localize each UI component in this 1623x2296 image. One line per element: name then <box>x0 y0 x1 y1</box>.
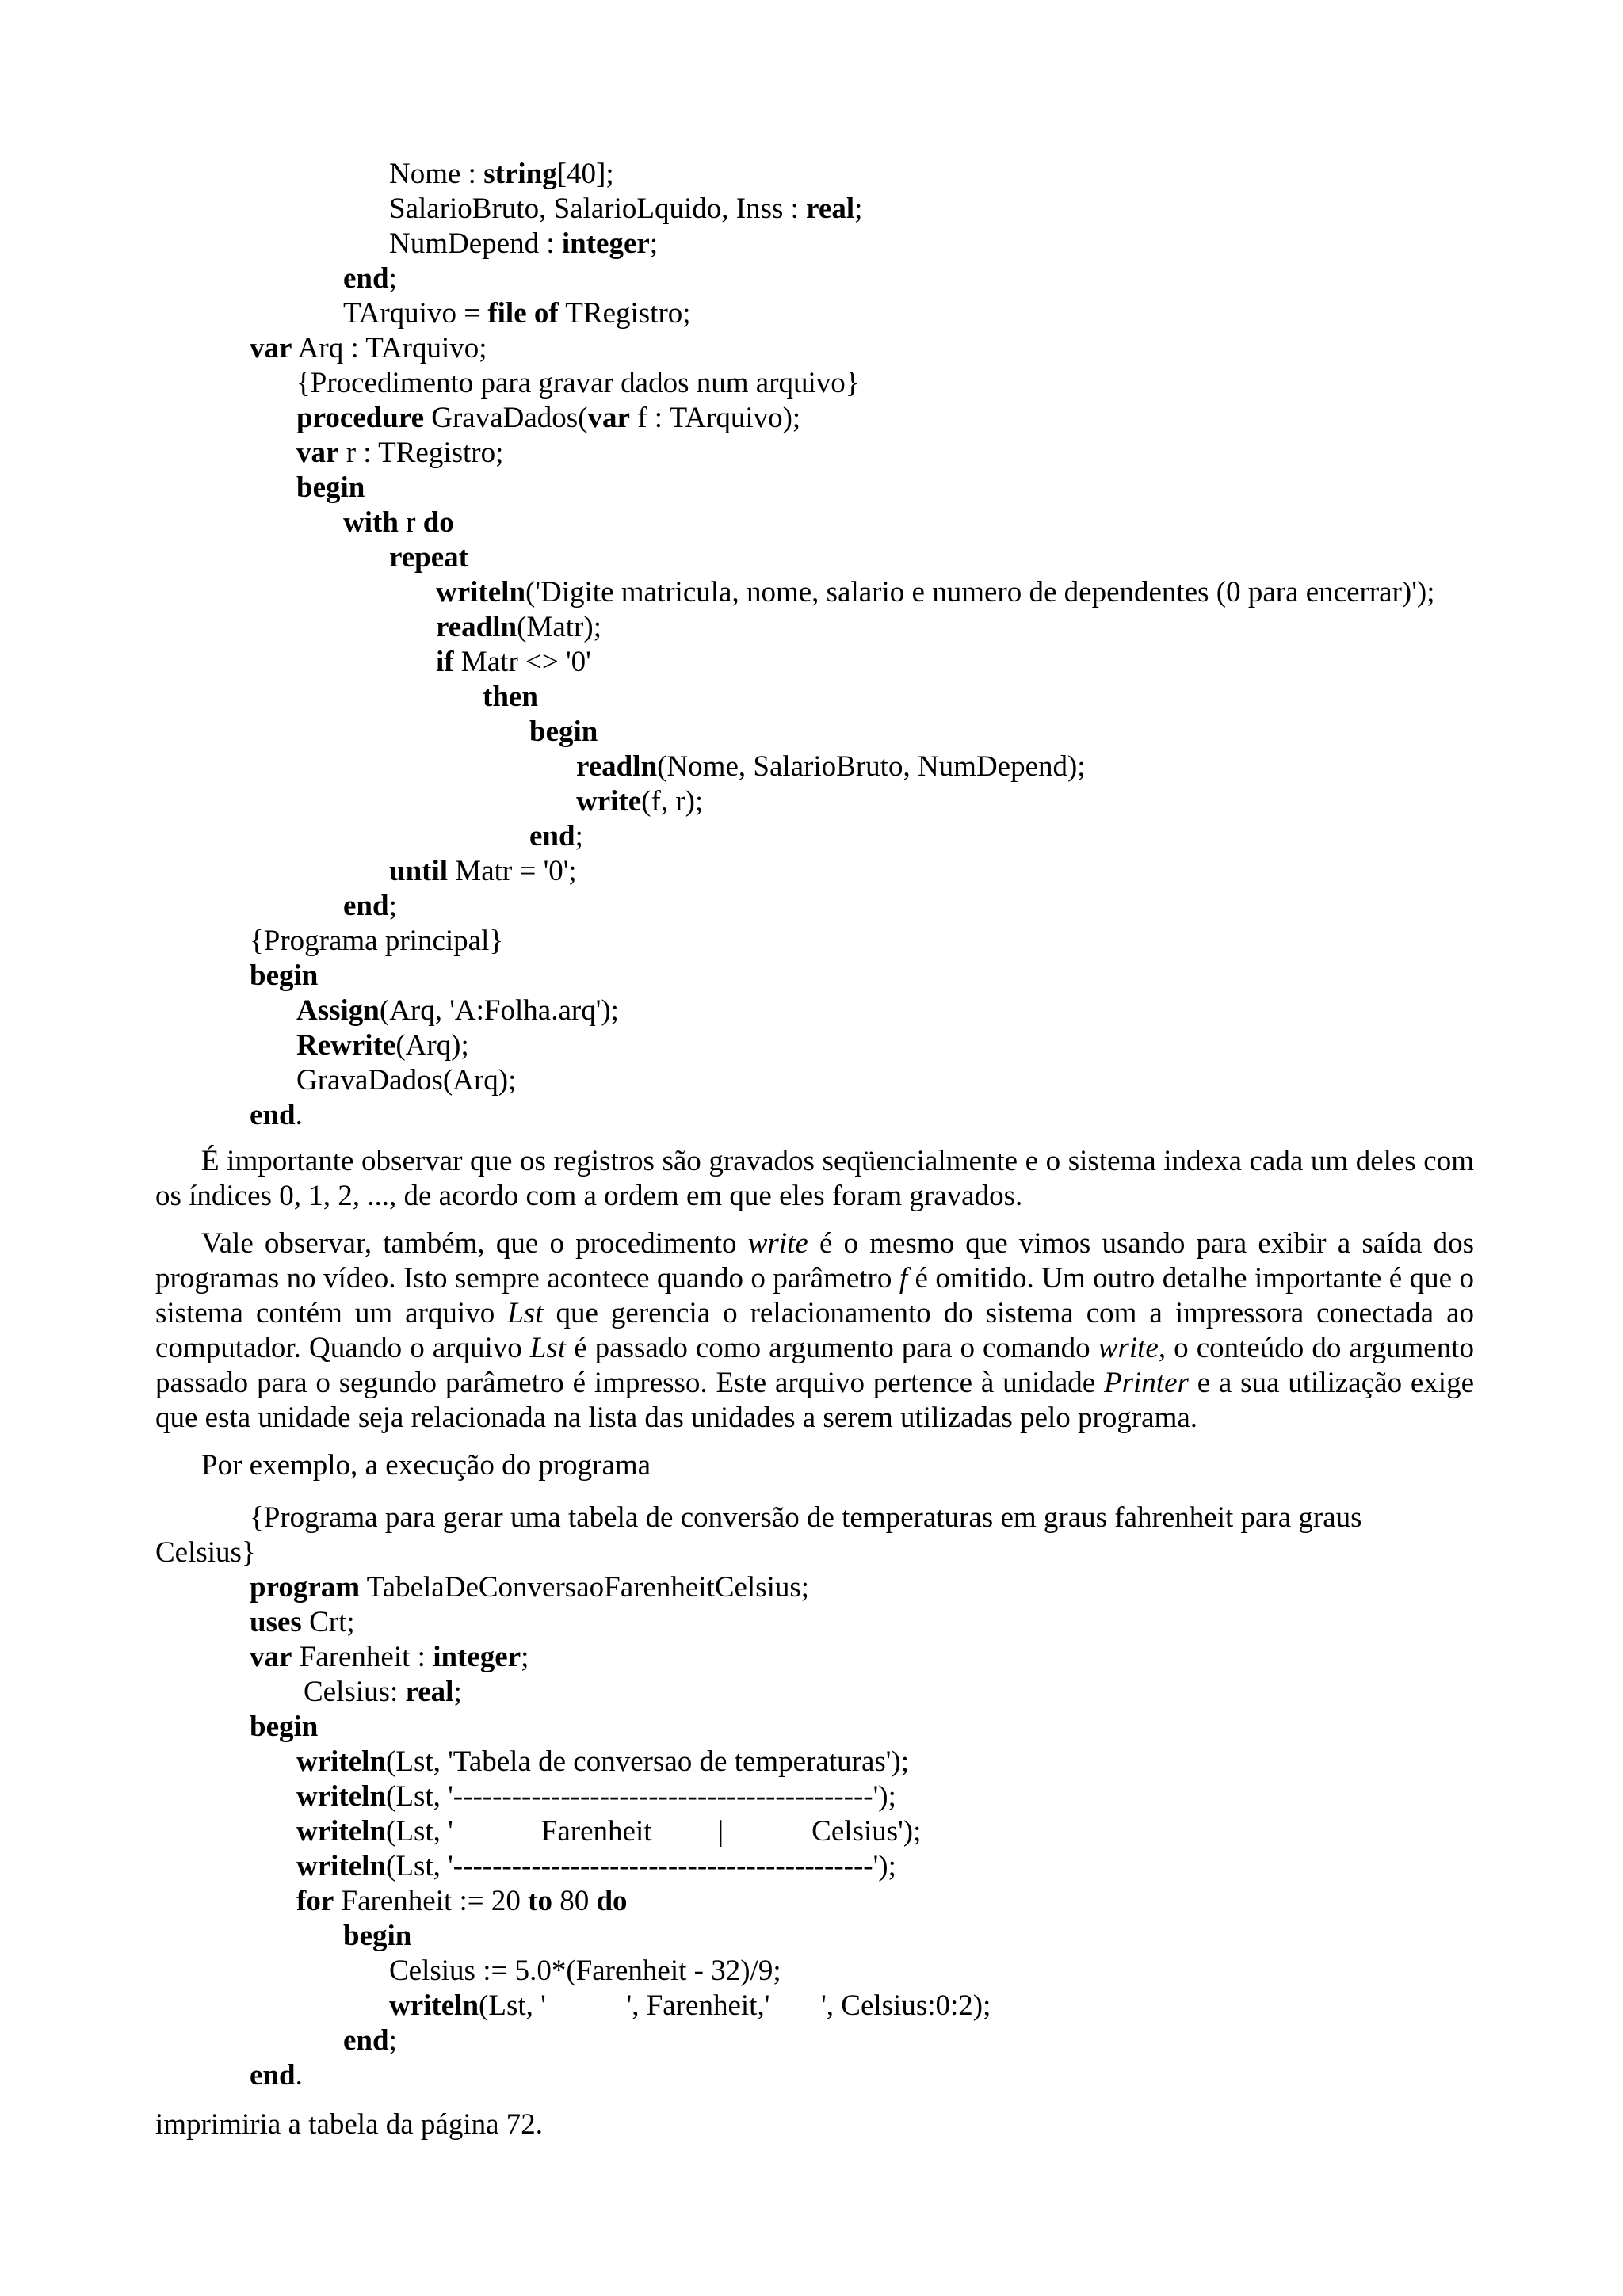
paragraph-registros: É importante observar que os registros são gravados seqüencialmente e o sistema indexa cada um deles com os índices 0, 1, 2, ..., de acordo com a ordem em que eles foram gravados. <box>155 1145 1474 1212</box>
code-line: end; <box>343 2024 397 2057</box>
code-line: var Arq : TArquivo; <box>250 332 487 364</box>
code-line: {Programa para gerar uma tabela de conversão de temperaturas em graus fahrenheit para graus <box>250 1501 1362 1534</box>
code-line: writeln(Lst, '-------------------------------------------'); <box>296 1850 896 1882</box>
code-line: Celsius: real; <box>304 1676 462 1708</box>
code-line: writeln(Lst, 'Tabela de conversao de temperaturas'); <box>296 1745 910 1778</box>
code-line: readln(Nome, SalarioBruto, NumDepend); <box>576 750 1086 783</box>
code-line: end. <box>250 2059 303 2092</box>
code-line: {Procedimento para gravar dados num arquivo} <box>296 367 860 399</box>
code-line: writeln(Lst, '-------------------------------------------'); <box>296 1780 896 1813</box>
code-line: {Programa principal} <box>250 925 504 957</box>
code-line: end. <box>250 1099 303 1131</box>
code-line: Assign(Arq, 'A:Folha.arq'); <box>296 994 619 1027</box>
code-line: writeln(Lst, ' ', Farenheit,' ', Celsius:0:2); <box>389 1989 991 2022</box>
code-line: program TabelaDeConversaoFarenheitCelsius; <box>250 1571 810 1604</box>
code-line: end; <box>529 820 583 852</box>
code-line: end; <box>343 890 397 922</box>
code-line: Rewrite(Arq); <box>296 1029 469 1062</box>
closing-sentence: imprimiria a tabela da página 72. <box>155 2108 544 2141</box>
code-line: var r : TRegistro; <box>296 437 504 469</box>
code-line: begin <box>529 715 598 748</box>
code-line: var Farenheit : integer; <box>250 1641 529 1673</box>
code-line: writeln(Lst, ' Farenheit | Celsius'); <box>296 1815 922 1848</box>
code-line: write(f, r); <box>576 785 704 818</box>
code-line: Celsius} <box>155 1536 256 1569</box>
code-line: readln(Matr); <box>436 611 601 643</box>
paragraph-write-lst: Vale observar, também, que o procedimento write é o mesmo que vimos usando para exibir a saída dos programas no vídeo. Isto sempre acontece quando o parâmetro f é omitido. Um outro detalhe importante é que o sistema contém um arquivo Lst que gerencia o relacionamento do sistema com a impressora conectada ao computador. Quando o arquivo Lst é passado como argumento para o comando write, o conteúdo do argumento passado para o segundo parâmetro é impresso. Este arquivo pertence à unidade Printer e a sua utilização exige que esta unidade seja relacionada na lista das unidades a serem utilizadas pelo programa. <box>155 1227 1474 1434</box>
paragraph-por-exemplo: Por exemplo, a execução do programa <box>201 1449 651 1482</box>
code-line: begin <box>296 471 365 504</box>
code-line: repeat <box>389 541 468 574</box>
code-line: Celsius := 5.0*(Farenheit - 32)/9; <box>389 1955 781 1987</box>
code-line: begin <box>343 1920 412 1952</box>
code-line: with r do <box>343 506 454 539</box>
code-line: for Farenheit := 20 to 80 do <box>296 1885 628 1917</box>
code-line: end; <box>343 262 397 295</box>
code-line: procedure GravaDados(var f : TArquivo); <box>296 402 801 434</box>
code-line: TArquivo = file of TRegistro; <box>343 297 691 330</box>
code-line: if Matr <> '0' <box>436 646 591 678</box>
code-line: GravaDados(Arq); <box>296 1064 517 1097</box>
code-line: Nome : string[40]; <box>389 158 614 190</box>
code-line: until Matr = '0'; <box>389 855 577 887</box>
code-line: begin <box>250 1711 319 1743</box>
code-line: NumDepend : integer; <box>389 227 659 260</box>
code-line: then <box>483 681 538 713</box>
code-line: SalarioBruto, SalarioLquido, Inss : real; <box>389 193 863 225</box>
code-line: begin <box>250 959 319 992</box>
code-line: uses Crt; <box>250 1606 355 1638</box>
code-line: writeln('Digite matricula, nome, salario e numero de dependentes (0 para encerrar)'); <box>436 576 1435 608</box>
